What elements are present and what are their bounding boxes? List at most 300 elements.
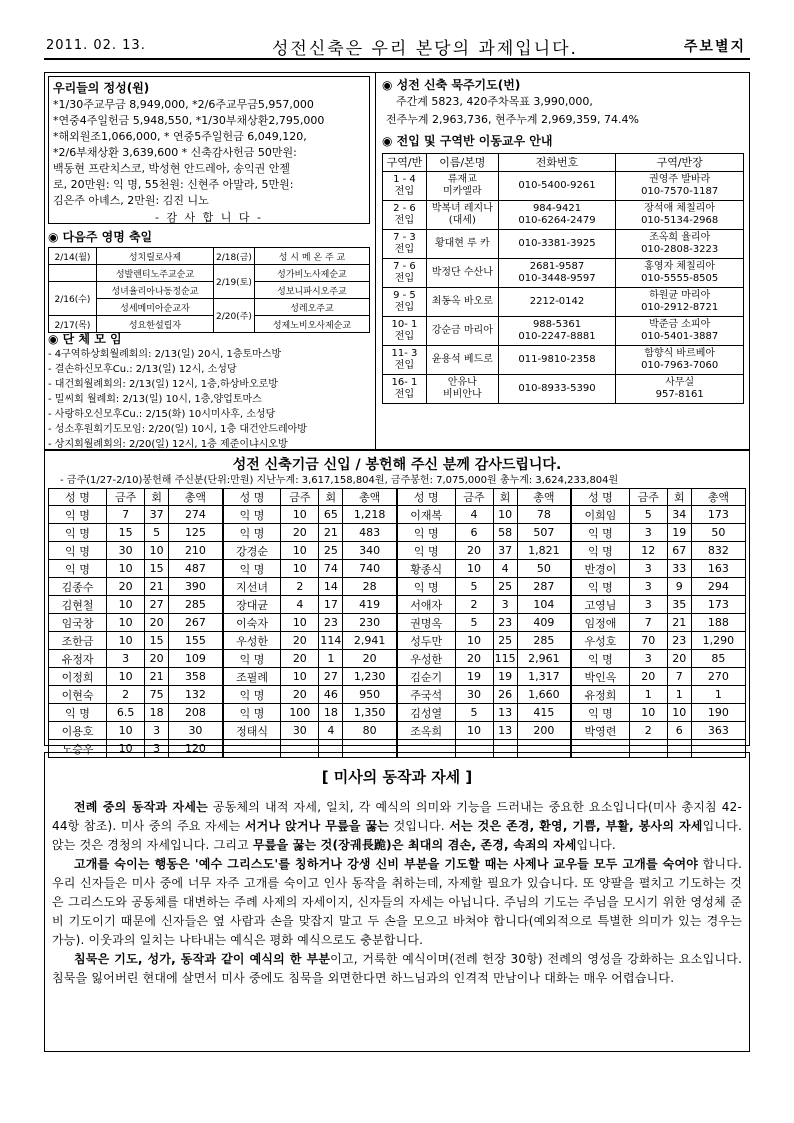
group-item: - 대건회월례회의: 2/13(일) 12시, 1층,하상바오로방 [48,379,278,390]
article-body [52,798,742,988]
donation-cell: 21 [667,614,691,632]
donation-row [49,614,746,632]
donation-cell: 58 [493,524,517,542]
transfer-leader-line: 010-7570-1187 [641,186,719,197]
transfer-phone [498,172,616,201]
feast-name: 성녀율리아나동정순교 [96,282,213,299]
transfer-name-line: 박정단 수산나 [431,267,493,278]
donation-cell: 4 [319,722,343,740]
donation-cell: 김순기 [397,668,455,686]
transfer-phone [498,201,616,230]
donation-cell: 132 [169,686,223,704]
donation-cell: 우성호 [571,632,629,650]
donation-cell: 익 명 [571,578,629,596]
donation-cell: 294 [691,578,745,596]
transfer-zone-line: 전입 [394,273,415,284]
transfer-leader-line: 박준금 소피아 [649,319,711,330]
donations-title: 성전 신축기금 신입 / 봉헌해 주신 분께 감사드립니다. [232,457,562,473]
transfer-name-line: 황대현 루 카 [434,238,490,249]
donation-cell: 3 [629,650,667,668]
feast-name: 성보니파시오주교 [254,282,369,299]
transfer-header: 이름/본명 [426,154,498,172]
donation-cell: 지선녀 [223,578,281,596]
transfer-zone [383,346,427,375]
donation-row [49,686,746,704]
donation-cell: 487 [169,560,223,578]
article-emphasis: 서거나 앉거나 무릎을 꿇는 [244,819,390,833]
donation-cell: 7 [667,668,691,686]
donation-row [49,506,746,524]
transfer-leader-line: 010-2808-3223 [641,244,719,255]
donation-cell: 390 [169,578,223,596]
donation-cell: 7 [629,614,667,632]
rosary-cumulative: 전주누계 2,963,736, 현주누계 2,969,359, 74.4% [386,113,639,126]
donation-cell: 20 [455,650,493,668]
donation-cell: 10 [281,542,319,560]
transfer-phone-line: 2212-0142 [529,296,585,307]
donation-cell: 10 [107,722,145,740]
transfer-leader-line: 함향식 바르베아 [644,348,716,359]
transfer-zone-line: 전입 [394,186,415,197]
group-item: - 밀씨회 월례회: 2/13(일) 10시, 1층,양업토마스 [48,394,262,405]
donation-cell: 20 [281,524,319,542]
donation-cell: 14 [319,578,343,596]
transfer-zone-line: 7 - 6 [393,261,416,272]
donation-cell: 익 명 [223,650,281,668]
donation-cell: 강경순 [223,542,281,560]
donation-cell: 285 [169,596,223,614]
transfer-phone-line: 010-2247-8881 [518,331,596,342]
offering-line: *2/6부채상환 3,639,600 * 신축감사헌금 50만원: [53,146,297,159]
donation-cell: 419 [343,596,397,614]
transfer-name [426,317,498,346]
donation-cell: 정태식 [223,722,281,740]
donation-cell: 23 [319,614,343,632]
donation-cell: 50 [517,560,571,578]
donation-cell: 1,821 [517,542,571,560]
feast-name: 성제노비오사제순교 [254,316,369,333]
donation-cell: 4 [455,506,493,524]
donation-cell: 6 [667,722,691,740]
donation-cell: 20 [281,686,319,704]
donation-cell: 이현숙 [49,686,107,704]
donation-cell: 173 [691,596,745,614]
offering-box [48,76,370,224]
donation-cell: 권명옥 [397,614,455,632]
donation-cell: 115 [493,650,517,668]
donation-cell: 200 [517,722,571,740]
donation-cell: 1 [691,686,745,704]
donation-cell: 270 [691,668,745,686]
donation-cell: 230 [343,614,397,632]
donation-cell: 2 [281,578,319,596]
feast-name: 성치릴로사제 [96,248,213,265]
donation-cell: 10 [667,704,691,722]
transfer-leader-line: 사무실 [665,377,695,388]
offering-line: 백동현 프란치스코, 박성현 안드레아, 송익권 안젤 [53,162,290,175]
donation-cell: 12 [629,542,667,560]
offering-line: 로, 20만원: 익 명, 55천원: 신현주 아말라, 5만원: [53,178,294,191]
donation-header: 회 [319,489,343,506]
donation-cell: 20 [629,668,667,686]
donation-header: 금주 [629,489,667,506]
rosary-section [382,76,746,129]
donation-cell: 30 [455,686,493,704]
donation-cell: 1 [667,686,691,704]
donation-cell: 163 [691,560,745,578]
transfer-phone [498,259,616,288]
transfer-phone-line: 010-6264-2479 [518,215,596,226]
feast-date: 2/20(주) [213,299,254,333]
donation-cell: 이희임 [571,506,629,524]
donation-cell: 익 명 [223,560,281,578]
donations-table [48,488,746,758]
donation-cell: 17 [319,596,343,614]
donation-header: 성 명 [397,489,455,506]
donation-cell: 85 [691,650,745,668]
donation-cell: 익 명 [49,524,107,542]
donation-cell: 조옥희 [397,722,455,740]
transfer-zone [383,230,427,259]
transfer-leader [616,230,744,259]
donation-cell: 익 명 [49,542,107,560]
donation-cell: 익 명 [571,704,629,722]
offering-lines [53,97,365,209]
transfer-leader [616,375,744,404]
donation-header: 회 [145,489,169,506]
transfer-header: 구역/반장 [616,154,744,172]
donation-cell: 임국창 [49,614,107,632]
donation-cell: 120 [169,740,223,758]
donation-cell: 27 [145,596,169,614]
donation-cell: 이정희 [49,668,107,686]
transfer-name-line: 강순금 마리아 [431,325,493,336]
donation-cell: 10 [281,560,319,578]
donation-cell: 20 [281,632,319,650]
donation-cell: 9 [667,578,691,596]
donation-cell: 30 [281,722,319,740]
donation-cell: 노승우 [49,740,107,758]
group-item: - 결손하신모후Cu.: 2/13(일) 12시, 소성당 [48,364,237,375]
donation-cell: 18 [145,704,169,722]
page-header [44,30,750,60]
transfer-phone [498,317,616,346]
transfer-zone-line: 2 - 6 [393,203,416,214]
donation-cell: 4 [493,560,517,578]
transfer-phone-line: 2681-9587 [529,261,585,272]
donation-cell: 46 [319,686,343,704]
transfer-zone-line: 1 - 4 [393,174,416,185]
transfer-leader-line: 하원균 마리아 [649,290,711,301]
article-emphasis: 무릎을 꿇는 것(장궤長跪)은 최대의 겸손, 존경, 속죄의 자세 [252,838,577,852]
donation-cell: 익 명 [223,506,281,524]
donation-cell: 10 [629,704,667,722]
donation-cell: 익 명 [49,506,107,524]
donation-cell: 2,941 [343,632,397,650]
donation-cell: 10 [281,506,319,524]
donation-cell: 3 [145,740,169,758]
donation-cell: 37 [145,506,169,524]
donation-cell: 33 [667,560,691,578]
feast-date: 2/16(수) [49,282,97,316]
donation-cell: 1 [629,686,667,704]
donation-cell: 80 [343,722,397,740]
offering-thanks: - 감 사 합 니 다 - [154,211,264,224]
donation-cell: 125 [169,524,223,542]
donation-cell: 25 [493,578,517,596]
donation-cell: 1 [319,650,343,668]
donation-cell: 익 명 [397,578,455,596]
group-item: - 상지회월례회의: 2/20(일) 12시, 1층 제준이냐시오방 [48,439,288,450]
transfer-zone-line: 16- 1 [391,377,418,388]
donation-cell: 78 [517,506,571,524]
donation-cell: 유정희 [571,686,629,704]
donation-cell: 유정자 [49,650,107,668]
donation-row [49,722,746,740]
donation-cell: 2 [107,686,145,704]
donation-cell: 10 [455,560,493,578]
article-emphasis: 전례 중의 동작과 자세는 [74,800,208,814]
transfer-phone [498,230,616,259]
transfer-leader [616,346,744,375]
donation-cell: 100 [281,704,319,722]
donation-header: 총액 [343,489,397,506]
donation-cell: 190 [691,704,745,722]
offering-title: 우리들의 정성(원) [53,81,150,95]
rosary-title: ◉ 성전 신축 묵주기도(번) [382,78,521,92]
donation-cell: 익 명 [571,524,629,542]
donation-cell: 5 [455,704,493,722]
donation-cell: 서애자 [397,596,455,614]
donation-cell: 6 [455,524,493,542]
donation-cell: 이용호 [49,722,107,740]
donation-row [49,632,746,650]
feast-name: 성발렌티노주교순교 [96,265,213,282]
donation-row [49,542,746,560]
transfer-zone-line: 전입 [394,215,415,226]
donation-cell: 267 [169,614,223,632]
donation-cell: 507 [517,524,571,542]
donation-cell: 3 [493,596,517,614]
donation-cell: 3 [629,524,667,542]
donation-cell: 김성열 [397,704,455,722]
donation-cell: 25 [493,632,517,650]
donations-summary: - 금주(1/27-2/10)봉헌해 주신분(단위:만원) 지난누계: 3,617,158,804원, 금주봉헌: 7,075,000원 총누계: 3,624,233,804원 [60,475,619,486]
donation-cell: 21 [145,668,169,686]
donation-header: 금주 [281,489,319,506]
transfer-zone-line: 전입 [394,389,415,400]
donation-cell: 1,230 [343,668,397,686]
transfer-row [383,375,744,404]
donation-cell: 황종식 [397,560,455,578]
donation-cell: 김종수 [49,578,107,596]
transfer-phone-line: 010-3381-3925 [518,238,596,249]
donation-cell: 박인옥 [571,668,629,686]
donation-cell: 10 [107,596,145,614]
article-text: 합니다. 우리 신자들은 미사 중에 너무 자주 고개를 숙이고 인사 동작을 취하는데, 자제할 필요가 있습니다. 또 양팔을 펼치고 기도하는 것은 그리스도와 공동체를 대변하는 주례 사제의 자세이지, 신자들의 자세는 아닙니다. 주님의 기도는 주님을 모시기 위한 영성체 준비 기도이기 때문에 신자들은 옆 사람과 손을 맞잡지 말고 두 손을 모으고 바쳐야 합니다(예외적으로 특별한 의미가 있는 경우는 가능). 이웃과의 일치는 나타내는 예식은 평화 예식으로도 충분합니다. [52,857,742,947]
donation-cell: 23 [493,614,517,632]
donation-cell: 10 [107,668,145,686]
donation-cell: 7 [107,506,145,524]
offering-line: *해외원조1,066,000, * 연중5주일헌금 6,049,120, [53,130,307,143]
transfer-leader [616,288,744,317]
donation-cell: 832 [691,542,745,560]
donation-cell: 익 명 [49,560,107,578]
donation-cell: 50 [691,524,745,542]
donation-header: 금주 [107,489,145,506]
transfer-leader-line: 홍영자 체칠리아 [644,261,716,272]
donation-cell: 2,961 [517,650,571,668]
transfer-name-line: 안유나 [447,377,477,388]
transfer-zone-line: 전입 [394,302,415,313]
transfer-section [382,132,746,404]
donation-cell: 19 [493,668,517,686]
donation-cell: 5 [145,524,169,542]
donation-row [49,578,746,596]
donation-cell: 274 [169,506,223,524]
transfer-leader [616,317,744,346]
donation-cell: 익 명 [223,686,281,704]
article-text: 입니다. [576,838,616,852]
transfer-name [426,201,498,230]
donation-cell: 장대균 [223,596,281,614]
transfer-title: ◉ 전입 및 구역반 이동교우 안내 [382,134,553,148]
donation-cell: 10 [281,614,319,632]
donation-cell: 34 [667,506,691,524]
transfer-zone-line: 전입 [394,360,415,371]
donation-cell: 1,317 [517,668,571,686]
donation-cell: 2 [629,722,667,740]
donation-cell: 13 [493,722,517,740]
donation-cell: 19 [455,668,493,686]
transfer-zone-line: 10- 1 [391,319,418,330]
donation-cell: 20 [145,614,169,632]
donation-cell: 20 [667,650,691,668]
transfer-header: 구역/반 [383,154,427,172]
donation-cell: 익 명 [49,704,107,722]
donation-cell: 363 [691,722,745,740]
donation-cell: 10 [107,740,145,758]
transfer-leader-line: 장석애 체칠리아 [644,203,716,214]
transfer-name-line: 미카엘라 [442,186,482,197]
donation-cell: 30 [169,722,223,740]
donation-cell: 5 [455,578,493,596]
transfer-name-line: 비비안나 [442,389,482,400]
donation-cell: 우성한 [223,632,281,650]
transfer-phone [498,375,616,404]
bulletin-motto: 성전신축은 우리 본당의 과제입니다. [272,39,578,59]
donation-cell: 21 [319,524,343,542]
feast-date: 2/18(금) [213,248,254,265]
donation-cell: 25 [319,542,343,560]
donation-header: 금주 [455,489,493,506]
donation-header: 총액 [169,489,223,506]
donation-cell: 340 [343,542,397,560]
donation-cell: 10 [107,632,145,650]
article-paragraph [52,855,742,950]
donation-header: 성 명 [49,489,107,506]
donation-cell: 익 명 [397,542,455,560]
transfer-zone [383,259,427,288]
donation-cell: 74 [319,560,343,578]
groups-list [48,347,370,452]
group-item: - 4구역하상회월례회의: 2/13(일) 20시, 1층토마스방 [48,349,282,360]
donation-cell: 6.5 [107,704,145,722]
donation-cell: 20 [281,650,319,668]
donation-cell: 반경이 [571,560,629,578]
feast-title: ◉ 다음주 영명 축일 [48,230,153,244]
group-item: - 사랑하오신모후Cu.: 2/15(화) 10시미사후, 소성당 [48,409,276,420]
donation-cell: 3 [629,578,667,596]
donation-cell: 10 [107,614,145,632]
transfer-zone-line: 9 - 5 [393,290,416,301]
donation-cell: 조필례 [223,668,281,686]
donation-cell: 5 [455,614,493,632]
feast-table [48,247,370,333]
transfer-table [382,153,744,404]
transfer-leader-line: 010-5134-2968 [641,215,719,226]
donation-cell: 483 [343,524,397,542]
donation-cell: 109 [169,650,223,668]
donation-cell: 우성한 [397,650,455,668]
donation-cell: 173 [691,506,745,524]
transfer-zone [383,375,427,404]
donation-cell: 주국석 [397,686,455,704]
donation-cell: 고영님 [571,596,629,614]
transfer-name [426,375,498,404]
transfer-leader-line: 957-8161 [655,389,704,400]
donation-row [49,650,746,668]
feast-section [48,228,370,333]
donation-row [49,524,746,542]
column-divider [375,72,376,450]
article-emphasis: 고개를 숙이는 행동은 '예수 그리스도'를 칭하거나 강생 신비 부분을 기도할 때는 사제나 교우들 모두 고개를 숙여야 [74,857,699,871]
donation-cell: 28 [343,578,397,596]
donation-header: 성 명 [571,489,629,506]
transfer-row [383,201,744,230]
donation-cell: 이재복 [397,506,455,524]
donation-row [49,704,746,722]
article-text: 것입니다. [389,819,450,833]
donation-cell: 10 [107,560,145,578]
article-text: 공동체의 내적 자세, 일치, 각 예식의 의미와 기능을 드러내는 중요한 요소입니다(미사 총지침 42-44항 참조). 미사 중의 주요 자세는 [52,800,742,833]
transfer-name [426,259,498,288]
donation-cell: 740 [343,560,397,578]
article-emphasis: 서는 것은 존경, 환영, 기쁨, 부활, 봉사의 자세 [449,819,703,833]
transfer-row [383,172,744,201]
donation-cell: 1,350 [343,704,397,722]
donation-cell: 21 [145,578,169,596]
donation-cell: 10 [145,542,169,560]
transfer-phone-line: 010-8933-5390 [518,383,596,394]
transfer-phone-line: 984-9421 [532,203,582,214]
transfer-zone-line: 전입 [394,244,415,255]
donation-cell: 409 [517,614,571,632]
donation-cell: 415 [517,704,571,722]
donation-header: 성 명 [223,489,281,506]
donation-cell: 3 [107,650,145,668]
donation-header: 회 [493,489,517,506]
donation-cell: 30 [107,542,145,560]
transfer-leader-line: 권영주 발바라 [649,174,711,185]
donation-cell: 3 [145,722,169,740]
donation-header: 총액 [517,489,571,506]
article-text: 입니다. 앉는 것은 경청의 자세입니다. 그리고 [52,819,742,852]
donation-cell: 4 [281,596,319,614]
donation-cell: 188 [691,614,745,632]
transfer-row [383,230,744,259]
donation-cell: 210 [169,542,223,560]
